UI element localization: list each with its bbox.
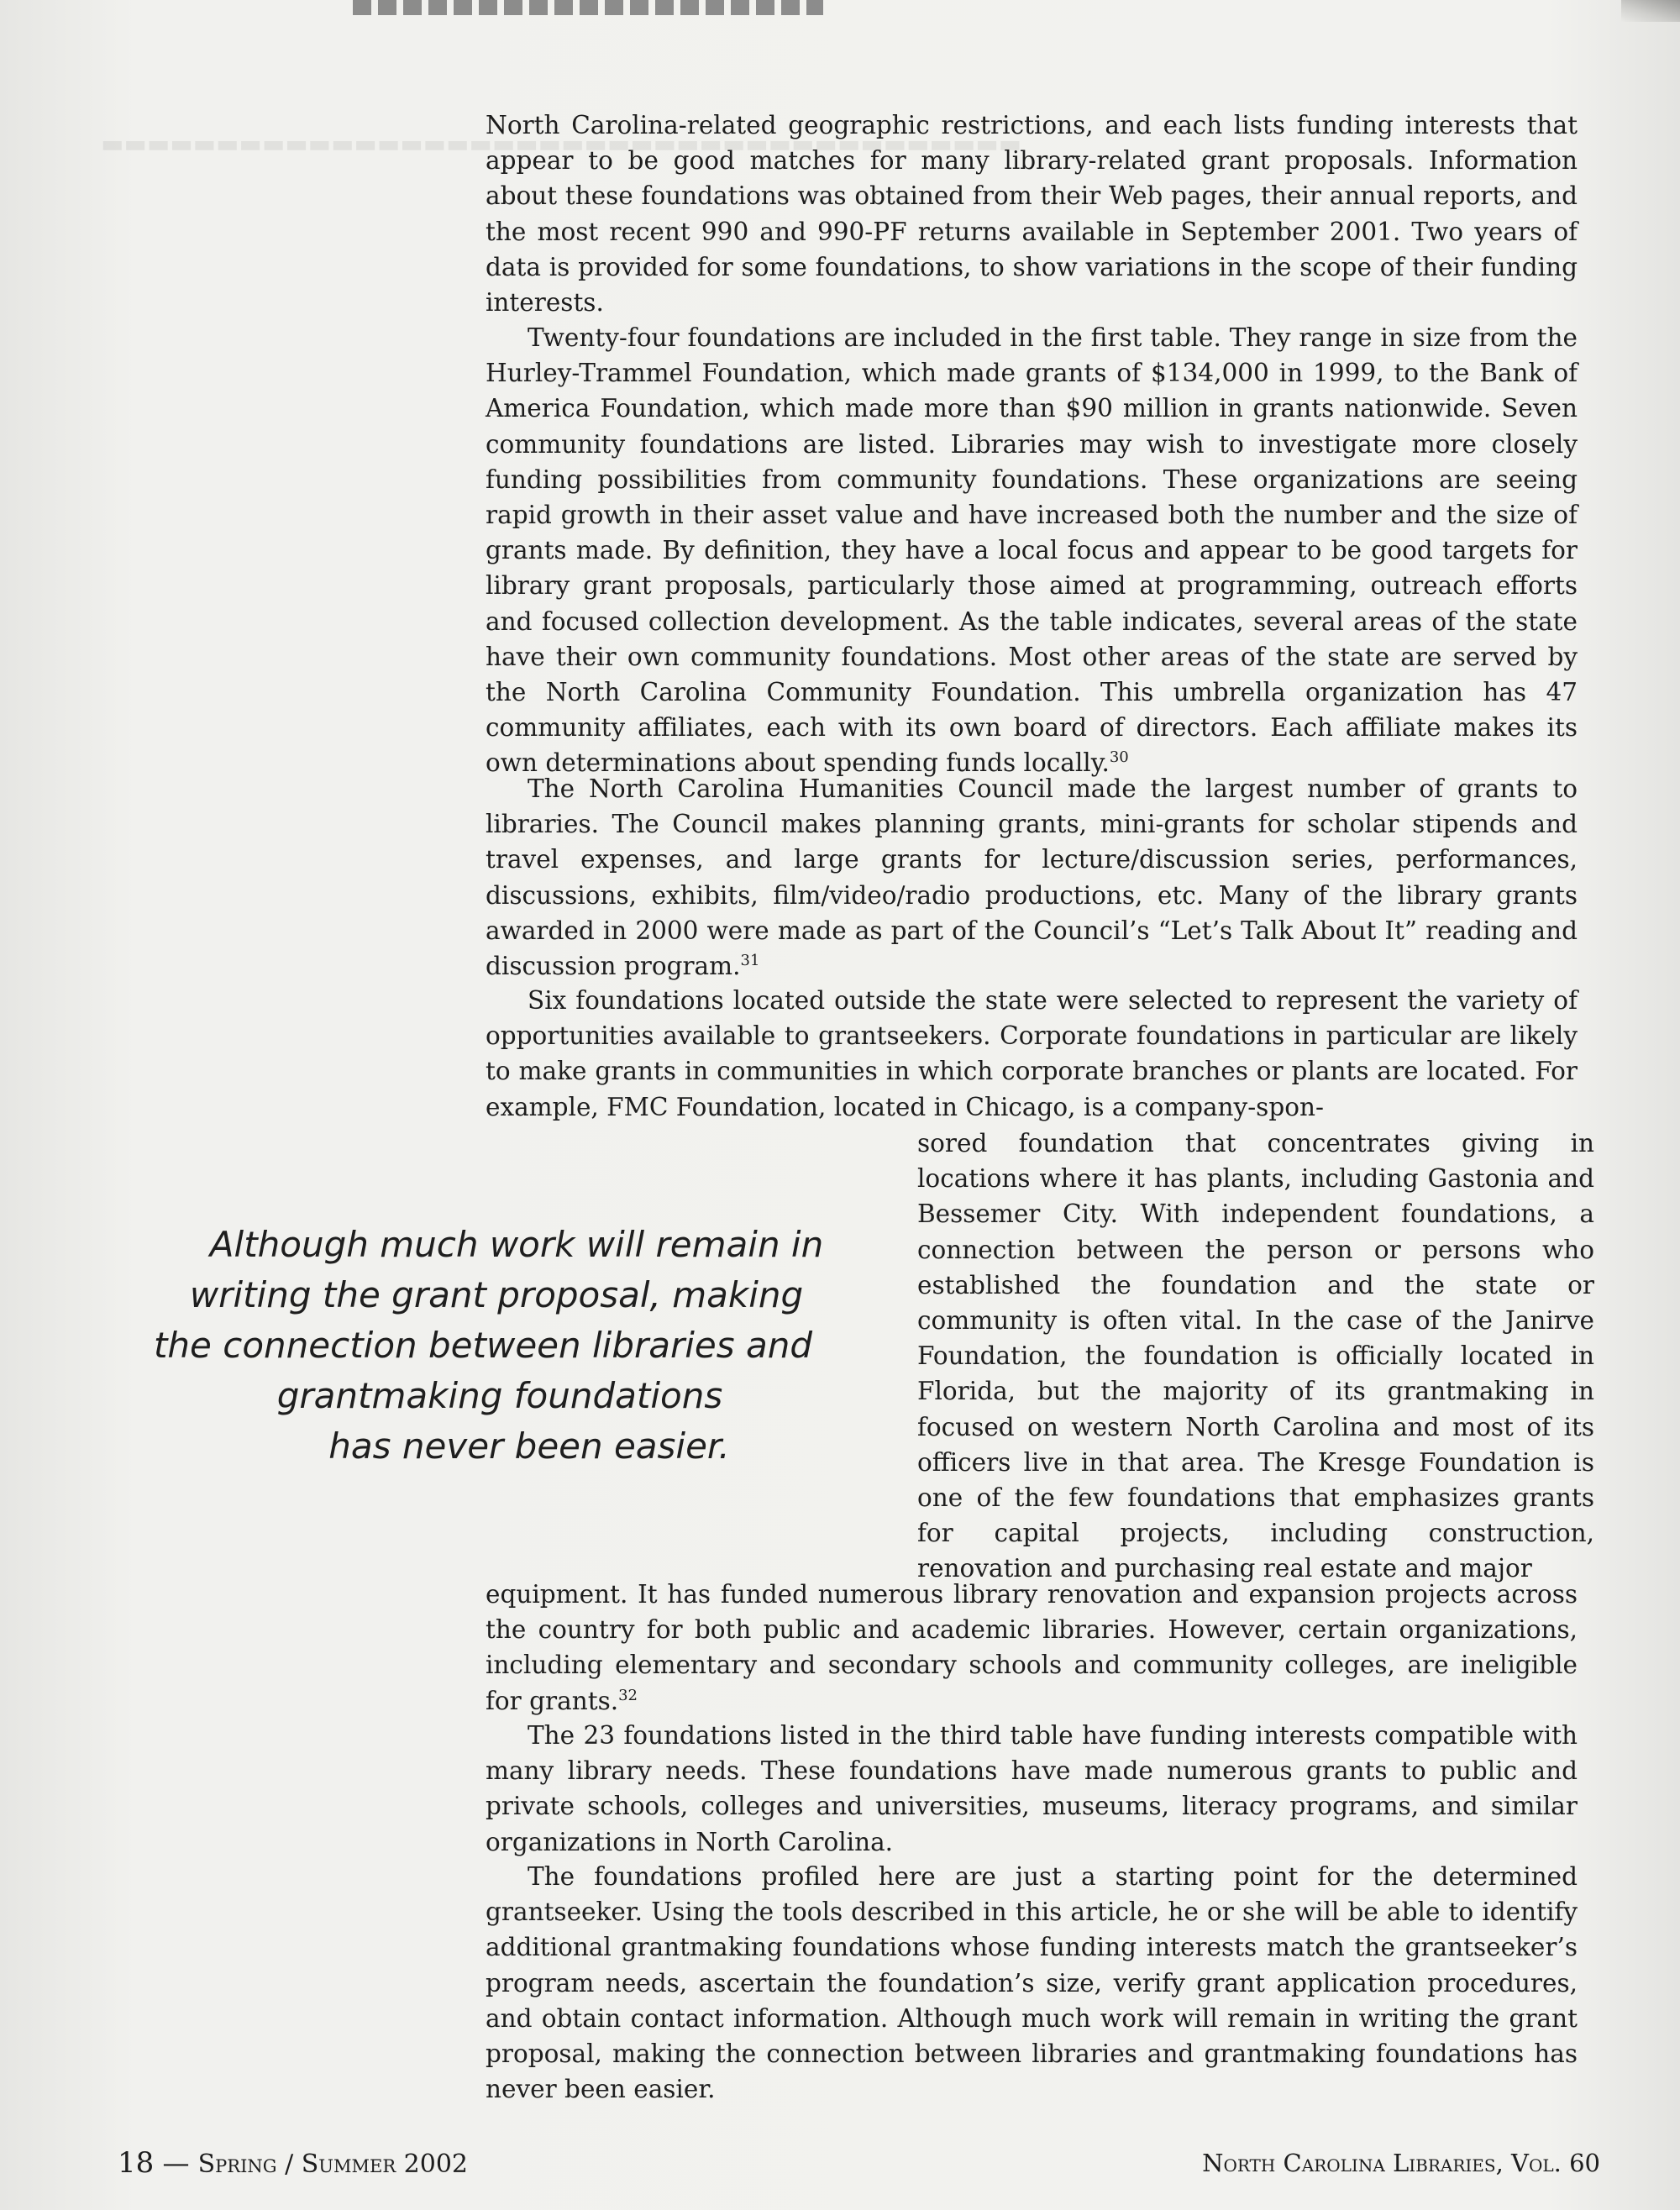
paragraph-5: The 23 foundations listed in the third table have funding interests compatible with many library needs. These foundations have made numerous grants to public and private schools, colleges and universities, museums, literacy programs, and similar organizations in North Carolina.	[486, 1721, 1578, 1856]
pull-quote-line-3: the connection between libraries and	[153, 1325, 813, 1366]
pull-quote-line-4: grantmaking foundations	[276, 1375, 723, 1416]
issue-label: Spring / Summer 2002	[197, 2150, 469, 2179]
footnote-ref-31: 31	[740, 952, 760, 970]
paragraph-3-text: The North Carolina Humanities Council made the largest number of grants to libraries. The Council makes planning grants, mini-grants for scholar stipends and travel expenses, and large grants for lecture/discussion series, performances, discussions, exhibits, film/video/radio productions, etc. Many of the library grants awarded in 2000 were made as part of the Council’s “Let’s Talk About It” reading and discussion program.	[486, 774, 1578, 981]
paragraph-2	[486, 320, 1578, 781]
paragraph-2-text: Twenty-four foundations are included in the first table. They range in size from the Hurley-Trammel Foundation, which made grants of $134,000 in 1999, to the Bank of America Foundation, which made more than $90 million in grants nationwide. Seven community foundations are listed. Libraries may wish to investigate more closely funding possibilities from community foundations. These organizations are seeing rapid growth in their asset value and have increased both the number and the size of grants made. By definition, they have a local focus and appear to be good targets for library grant proposals, particularly those aimed at programming, outreach efforts and focused collection development. As the table indicates, several areas of the state have their own community foundations. Most other areas of the state are served by the North Carolina Community Foundation. This umbrella organization has 47 community affiliates, each with its own board of directors. Each affiliate makes its own determinations about spending funds locally.	[486, 323, 1578, 778]
scan-top-edge	[353, 0, 823, 15]
footnote-ref-30: 30	[1109, 748, 1129, 767]
page-corner-curl	[1621, 0, 1680, 22]
footer-dash: —	[162, 2147, 190, 2179]
show-through-texture: ▬▬▬▬▬▬▬▬▬▬▬▬▬▬▬▬▬▬▬▬▬▬▬▬▬▬▬▬▬▬▬▬▬▬▬▬▬▬▬▬	[101, 129, 1021, 158]
paragraph-1: North Carolina-related geographic restrictions, and each lists funding interests that appear to be good matches for many library-related grant proposals. Information about these foundations was obtained from their Web pages, their annual reports, and the most recent 990 and 990-PF returns available in September 2001. Two years of data is provided for some foundations, to show variations in the scope of their funding interests.	[486, 111, 1578, 318]
footnote-ref-32: 32	[618, 1686, 638, 1704]
pull-quote	[134, 1220, 848, 1472]
paragraph-4-continued	[486, 1577, 1578, 1719]
footer-left	[118, 2146, 468, 2180]
pull-quote-line-2: writing the grant proposal, making	[189, 1274, 804, 1315]
pull-quote-line-1: Although much work will remain in	[209, 1224, 824, 1265]
paragraph-3	[486, 771, 1578, 984]
paragraph-4-narrow-column: sored foundation that concentrates giving in locations where it has plants, including Gastonia and Bessemer City. With independent foundations, a connection between the person or persons who established the foundation and the state or community is often vital. In the case of the Janirve Foundation, the foundation is officially located in Florida, but the majority of its grantmaking in focused on western North Carolina and most of its officers live in that area. The Kresge Foundation is one of the few foundations that emphasizes grants for capital projects, including construction, renovation and purchasing real estate and major	[917, 1129, 1594, 1583]
journal-title: North Carolina Libraries, Vol. 60	[1202, 2149, 1600, 2177]
paragraph-4-full-width: Six foundations located outside the state were selected to represent the variety of opportunities available to grantseekers. Corporate foundations in particular are likely to make grants in communities in which corporate branches or plants are located. For example, FMC Foundation, located in Chicago, is a company-spon-	[486, 986, 1578, 1121]
paragraph-6: The foundations profiled here are just a starting point for the determined grantseeker. Using the tools described in this article, he or she will be able to identify additional grantmaking foundations whose funding interests match the grantseeker’s program needs, ascertain the foundation’s size, verify grant application procedures, and obtain contact information. Although much work will remain in writing the grant proposal, making the connection between libraries and grantmaking foundations has never been easier.	[486, 1862, 1578, 2104]
page-number: 18	[118, 2146, 155, 2180]
paragraph-4-tail-text: equipment. It has funded numerous library renovation and expansion projects across the country for both public and academic libraries. However, certain organizations, including elementary and secondary schools and community colleges, are ineligible for grants.	[486, 1580, 1578, 1715]
pull-quote-line-5: has never been easier.	[328, 1425, 730, 1467]
